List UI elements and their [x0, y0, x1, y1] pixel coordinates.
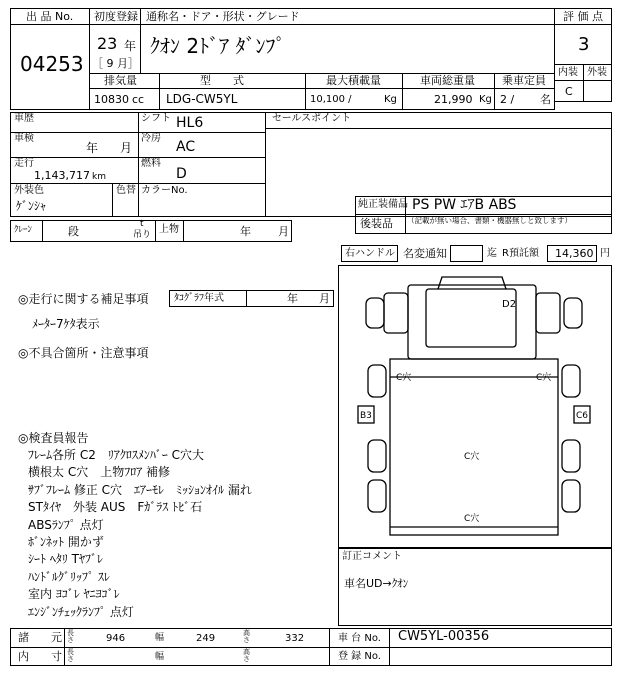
mark-d2: D2 — [502, 299, 517, 310]
inspector-line: ｼｰﾄ ﾍﾀﾘ Tﾔﾌﾞﾚ — [28, 552, 103, 567]
registration-label: 登 録 No. — [338, 651, 381, 662]
width-label: 幅 — [155, 633, 165, 643]
fuel-value: D — [176, 166, 187, 182]
tacho-month-unit: 月 — [319, 292, 330, 305]
color-change-label: 色替 — [116, 185, 136, 196]
inner-height-label: 高さ — [243, 648, 250, 664]
name-change-box — [450, 245, 483, 262]
shift-value: HL6 — [176, 115, 204, 131]
hole-right: C穴 — [536, 373, 552, 383]
inner-width-label: 幅 — [155, 652, 165, 662]
gross-weight-label: 車両総重量 — [420, 74, 475, 87]
hole-left: C穴 — [396, 373, 412, 383]
crane-month-unit: 月 — [278, 225, 289, 238]
displacement-unit: cc — [132, 93, 145, 106]
handle-value: 右ハンドル — [345, 248, 395, 259]
equipment-value: PS PW ｴｱB ABS — [412, 197, 517, 213]
crane-lift-label: 吊り — [133, 230, 152, 240]
chassis-number: CW5YL-00356 — [398, 629, 490, 644]
sales-point-label: セールスポイント — [272, 113, 352, 124]
capacity: 2 / — [500, 93, 515, 106]
color-code-label: カラーNo. — [141, 185, 188, 196]
exterior-label: 外装 — [587, 67, 607, 78]
first-reg-year: 23 — [97, 34, 118, 53]
height-value: 332 — [285, 633, 305, 644]
mileage-unit: km — [92, 172, 106, 182]
color-value: ｹﾞﾝｼｬ — [16, 199, 47, 213]
inspection-year-unit: 年 — [86, 141, 99, 155]
inspector-line: ﾎﾞﾝﾈｯﾄ 開かず — [28, 535, 104, 549]
capacity-unit: 名 — [540, 93, 551, 106]
vehicle-type: LDG-CW5YL — [166, 92, 238, 106]
model-name: ｸｵﾝ 2ﾄﾞｱ ﾀﾞﾝﾌﾟ — [150, 34, 286, 58]
lot-label: 出 品 No. — [26, 10, 74, 23]
displacement-label: 排気量 — [104, 74, 137, 87]
shift-label: シフト — [141, 113, 171, 124]
upper-label: 上物 — [159, 224, 179, 235]
inspector-line: 横根太 C穴 上物ﾌﾛｱ 補修 — [28, 465, 171, 480]
crane-year-unit: 年 — [240, 225, 251, 238]
running-remarks-label: ◎走行に関する補足事項 — [18, 292, 149, 306]
aftermarket-note: （記載が無い場合、書類・機器無しと致します） — [407, 216, 572, 225]
inspector-line: ﾊﾝﾄﾞﾙｸﾞﾘｯﾌﾟ ｽﾚ — [28, 569, 110, 584]
max-load-unit: Kg — [384, 94, 397, 105]
inspector-line: 室内 ﾖｺﾞﾚ ﾔﾆﾖｺﾞﾚ — [28, 587, 120, 602]
mileage: 1,143,717 — [34, 169, 90, 182]
crane-ton-label: t — [140, 219, 144, 229]
inner-length-label: 長さ — [67, 648, 74, 664]
chassis-label: 車 台 No. — [338, 633, 381, 644]
wheel-rear-right-2 — [562, 480, 580, 512]
dims-label: 諸 元 — [18, 631, 62, 644]
displacement: 10830 — [94, 93, 129, 106]
corrections-label: 訂正コメント — [342, 551, 402, 562]
inspector-line: ABSﾗﾝﾌﾟ 点灯 — [28, 517, 104, 532]
wheel-rear-left-1 — [368, 440, 386, 472]
fuel-label: 燃料 — [141, 158, 161, 169]
tacho-label: ﾀｺｸﾞﾗﾌ年式 — [174, 293, 224, 304]
mileage-label: 走行 — [14, 158, 34, 169]
max-load: 10,100 / — [310, 94, 352, 105]
year-unit: 年 — [124, 39, 137, 53]
height-label: 高さ — [243, 629, 250, 645]
lot-number: 04253 — [20, 52, 84, 76]
wheel-mid-right — [562, 365, 580, 397]
hole-bottom: C穴 — [464, 514, 480, 524]
inspector-line: ﾌﾚｰﾑ各所 C2 ﾘｱｸﾛｽﾒﾝﾊﾞｰ C穴大 — [28, 448, 205, 462]
recycle-until-label: 迄 — [487, 248, 497, 259]
first-reg-label: 初度登録 — [94, 10, 138, 23]
defect-label: ◎不具合箇所・注意事項 — [18, 346, 149, 360]
capacity-label: 乗車定員 — [502, 74, 546, 87]
cab-outline — [408, 285, 536, 359]
length-value: 946 — [106, 633, 126, 644]
wheel-front-left — [366, 298, 384, 328]
score: 3 — [578, 34, 590, 55]
interior-grade: C — [565, 85, 573, 98]
equipment-label: 純正装備品 — [358, 199, 408, 210]
inspector-line: ｻﾌﾞﾌﾚｰﾑ 修正 C穴 ｴｱｰﾓﾚ ﾐｯｼｮﾝｵｲﾙ 漏れ — [28, 482, 252, 497]
model-desc-label: 通称名・ドア・形状・グレード — [146, 10, 300, 23]
width-value: 249 — [196, 633, 216, 644]
inspector-line: ｴﾝｼﾞﾝﾁｪｯｸﾗﾝﾌﾟ 点灯 — [28, 604, 134, 619]
crane-label: ｸﾚｰﾝ — [14, 225, 33, 235]
wheel-rear-right-1 — [562, 440, 580, 472]
wheel-front-right — [564, 298, 582, 328]
corrections-text: 車名UD→ｸｵﾝ — [344, 577, 409, 590]
crane-stage-label: 段 — [68, 225, 79, 238]
inspection-month-unit: 月 — [120, 141, 133, 155]
wheel-mid-left — [368, 365, 386, 397]
front-bumper-right — [536, 293, 560, 333]
score-label: 評 価 点 — [563, 10, 603, 23]
mark-b3: B3 — [360, 411, 372, 421]
truck-diagram — [338, 265, 612, 548]
inspector-label: ◎検査員報告 — [18, 431, 89, 445]
front-bumper-left — [384, 293, 408, 333]
tacho-year-unit: 年 — [287, 292, 298, 305]
inner-dims-label: 内 寸 — [18, 650, 62, 663]
dump-bed — [390, 359, 558, 535]
color-label: 外装色 — [14, 185, 44, 196]
gross-weight-unit: Kg — [479, 94, 492, 105]
interior-label: 内装 — [558, 67, 578, 78]
inspection-label: 車検 — [14, 133, 34, 144]
cab-roof — [438, 277, 506, 289]
aftermarket-label: 後装品 — [360, 217, 393, 230]
history-label: 車歴 — [14, 113, 34, 124]
wheel-rear-left-2 — [368, 480, 386, 512]
recycle-unit: 円 — [600, 248, 610, 259]
windshield — [426, 289, 516, 347]
recycle-fee: 14,360 — [555, 247, 594, 260]
type-label: 型 式 — [200, 74, 244, 87]
name-change-label: 名変通知 — [403, 247, 447, 260]
first-reg-month: ［ 9 月］ — [92, 57, 139, 70]
hole-center: C穴 — [464, 452, 480, 462]
running-note: ﾒｰﾀｰ7ｹﾀ表示 — [32, 317, 100, 331]
inspector-line: STﾀｲﾔ 外装 AUS Fｶﾞﾗｽ ﾄﾋﾞ石 — [28, 500, 203, 515]
recycle-fee-label: R預託額 — [502, 248, 539, 259]
ac-label: 冷房 — [141, 133, 161, 144]
mark-c6: C6 — [576, 411, 589, 421]
ac-value: AC — [176, 139, 196, 155]
max-load-label: 最大積載量 — [326, 74, 381, 87]
gross-weight: 21,990 — [434, 93, 473, 106]
length-label: 長さ — [67, 629, 74, 645]
